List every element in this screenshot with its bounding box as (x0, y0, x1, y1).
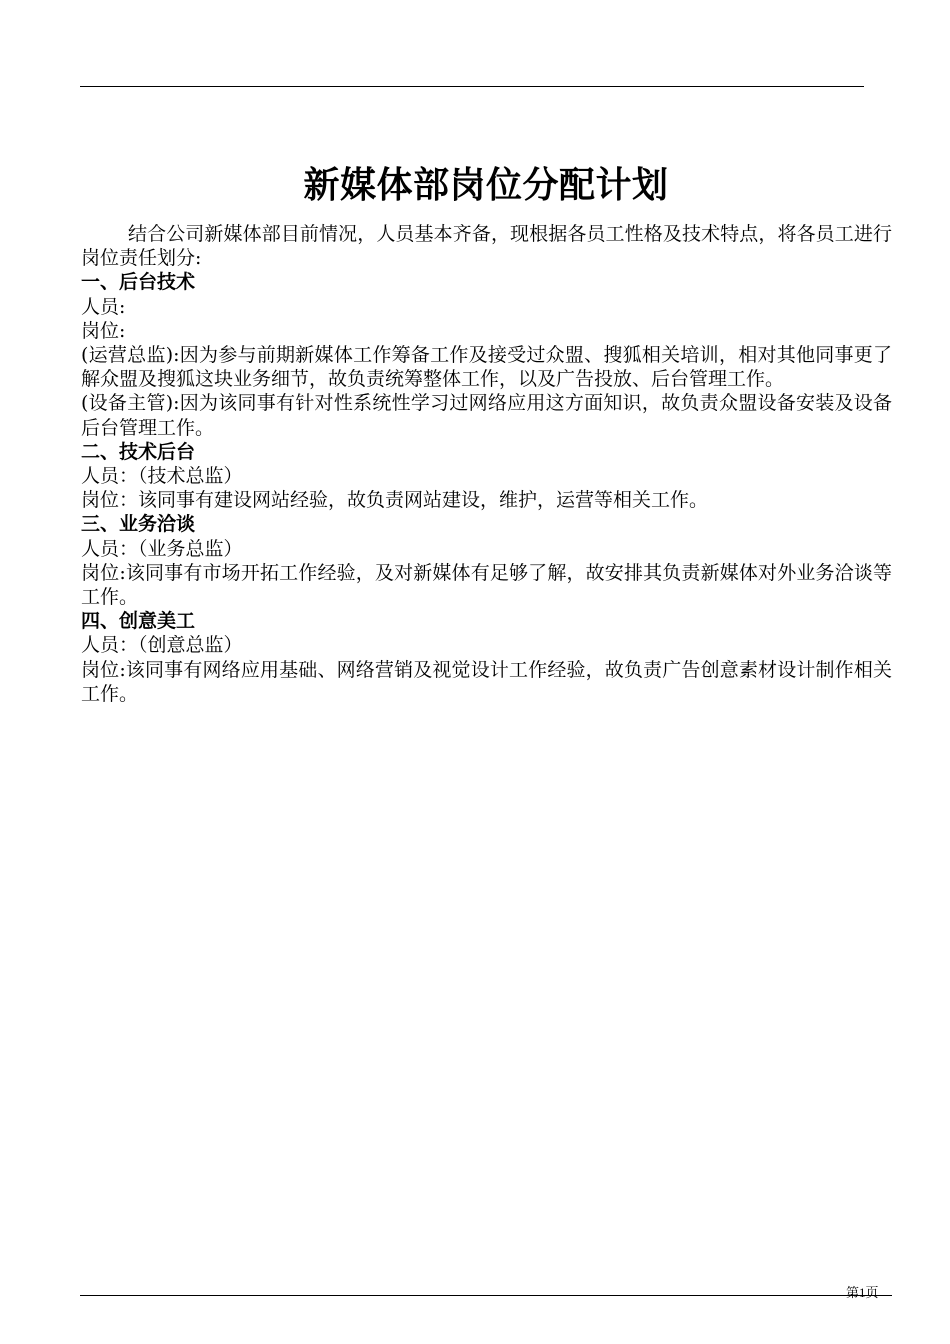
section-line: 岗位：该同事有建设网站经验，故负责网站建设，维护，运营等相关工作。 (81, 489, 709, 512)
section-line: 人员: (81, 295, 126, 318)
section-line: 岗位:该同事有网络应用基础、网络营销及视觉设计工作经验，故负责广告创意素材设计制作相关工作。 (81, 658, 892, 705)
section-line: (运营总监):因为参与前期新媒体工作筹备工作及接受过众盟、搜狐相关培训，相对其他同事更了解众盟及搜狐这块业务细节，故负责统筹整体工作，以及广告投放、后台管理工作。 (81, 344, 892, 391)
footer-rule (80, 1295, 892, 1296)
document-body (81, 222, 892, 706)
intro-paragraph: 结合公司新媒体部目前情况，人员基本齐备，现根据各员工性格及技术特点，将各员工进行岗位责任划分: (81, 223, 892, 270)
section-heading-creative: 四、创意美工 (81, 610, 196, 633)
page-number: 第1页 (846, 1285, 879, 1300)
section-line: 人员：（创意总监） (81, 634, 243, 657)
section-line: (设备主管):因为该同事有针对性系统性学习过网络应用这方面知识，故负责众盟设备安装及设备后台管理工作。 (81, 392, 892, 439)
page-title: 新媒体部岗位分配计划 (303, 165, 669, 207)
section-line: 岗位: (81, 319, 126, 342)
section-line: 人员：（技术总监） (81, 465, 243, 488)
section-heading-backend-tech: 一、后台技术 (81, 271, 196, 294)
section-heading-tech-backend: 二、技术后台 (81, 440, 196, 463)
section-heading-business: 三、业务洽谈 (81, 513, 196, 536)
header-rule (80, 86, 864, 87)
section-line: 人员：（业务总监） (81, 537, 243, 560)
section-line: 岗位:该同事有市场开拓工作经验，及对新媒体有足够了解，故安排其负责新媒体对外业务洽谈等工作。 (81, 561, 892, 609)
